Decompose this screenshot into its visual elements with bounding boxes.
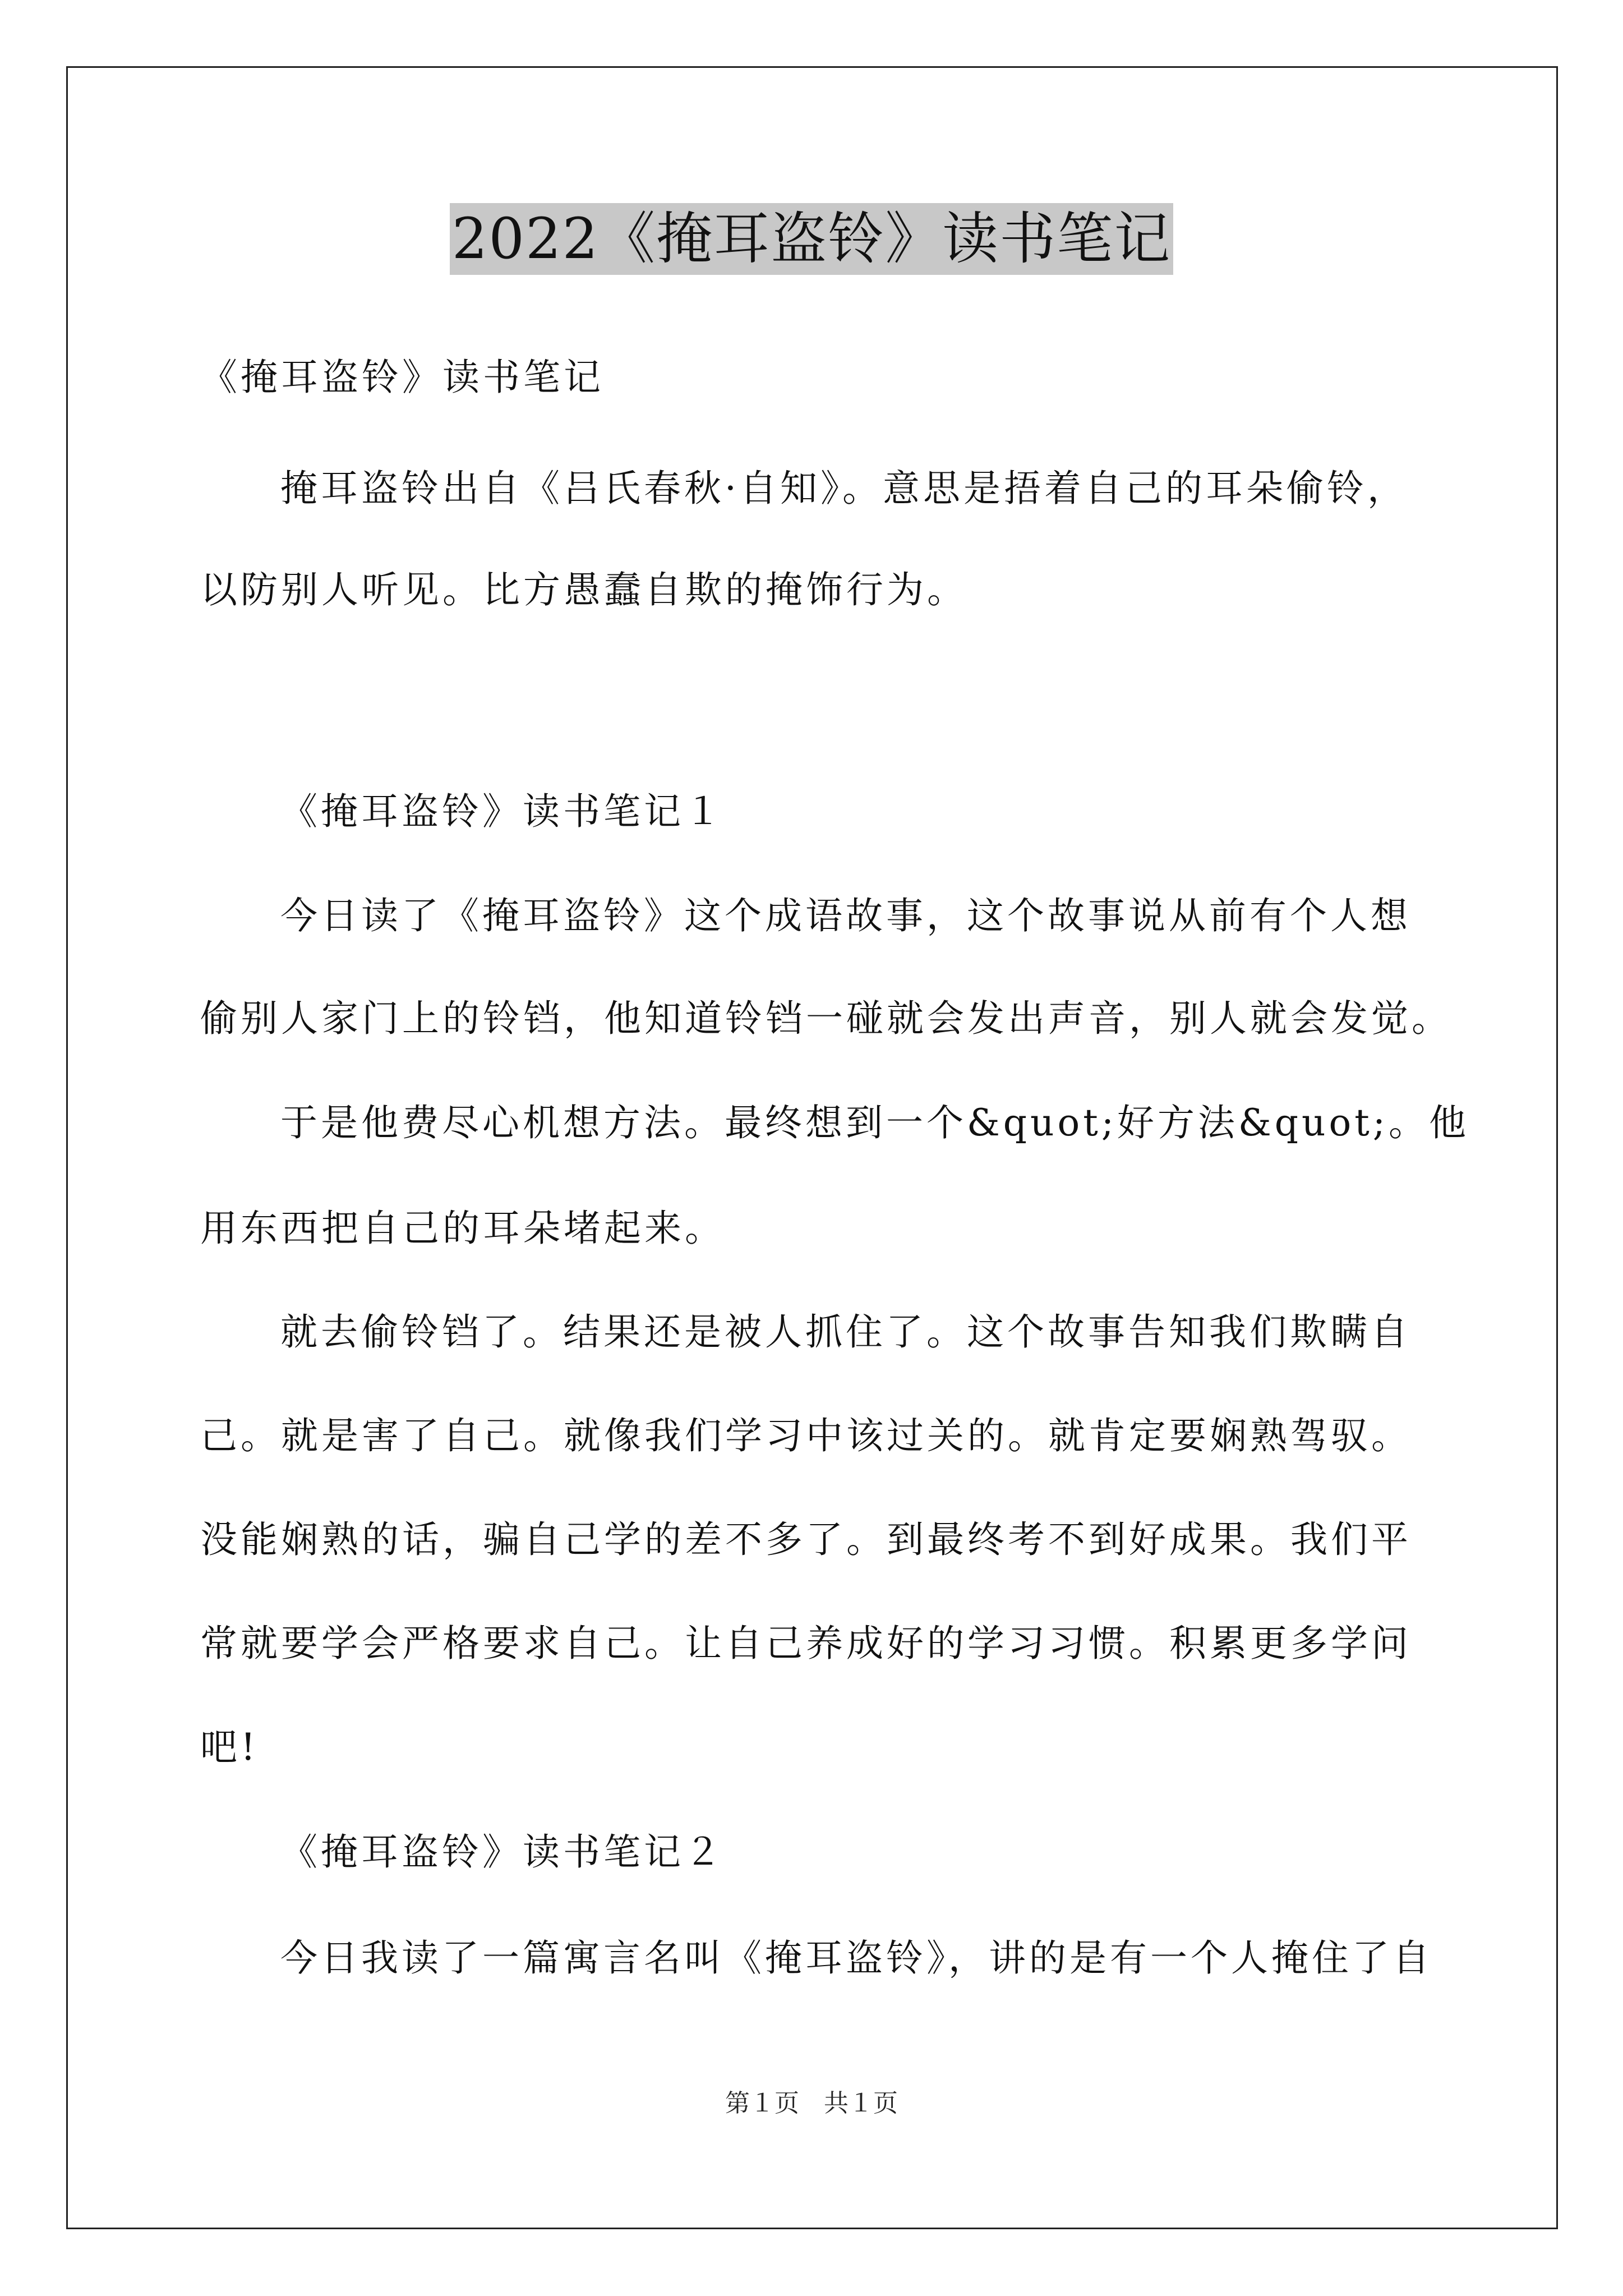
paragraph-line: 掩耳盗铃出自《吕氏春秋·自知》。意思是捂着自己的耳朵偷铃， — [280, 467, 1408, 510]
section-heading: 《掩耳盗铃》读书笔记２ — [280, 1830, 725, 1874]
paragraph-line: 常就要学会严格要求自己。让自己养成好的学习习惯。积累更多学问 — [200, 1622, 1412, 1665]
paragraph-line: 没能娴熟的话，骗自己学的差不多了。到最终考不到好成果。我们平 — [200, 1518, 1412, 1561]
section-heading: 《掩耳盗铃》读书笔记１ — [280, 790, 725, 833]
paragraph-line: 于是他费尽心机想方法。最终想到一个&quot;好方法&quot;。他 — [280, 1101, 1469, 1144]
paragraph-line: 以防别人听见。比方愚蠢自欺的掩饰行为。 — [200, 568, 967, 611]
paragraph-line: 偷别人家门上的铃铛，他知道铃铛一碰就会发出声音，别人就会发觉。 — [200, 997, 1452, 1040]
page-footer: 第１页 共１页 — [725, 2089, 898, 2118]
paragraph-line: 己。就是害了自己。就像我们学习中该过关的。就肯定要娴熟驾驭。 — [200, 1414, 1412, 1457]
section-heading: 《掩耳盗铃》读书笔记 — [200, 356, 604, 399]
paragraph-line: 用东西把自己的耳朵堵起来。 — [200, 1207, 725, 1250]
paragraph-line: 吧! — [200, 1726, 259, 1769]
document-title: 2022《掩耳盗铃》读书笔记 — [450, 203, 1174, 275]
paragraph-line: 就去偷铃铛了。结果还是被人抓住了。这个故事告知我们欺瞒自 — [280, 1310, 1411, 1354]
paragraph-line: 今日我读了一篇寓言名叫《掩耳盗铃》，讲的是有一个人掩住了自 — [280, 1936, 1433, 1980]
paragraph-line: 今日读了《掩耳盗铃》这个成语故事，这个故事说从前有个人想 — [280, 894, 1411, 937]
title-container — [0, 203, 1623, 275]
